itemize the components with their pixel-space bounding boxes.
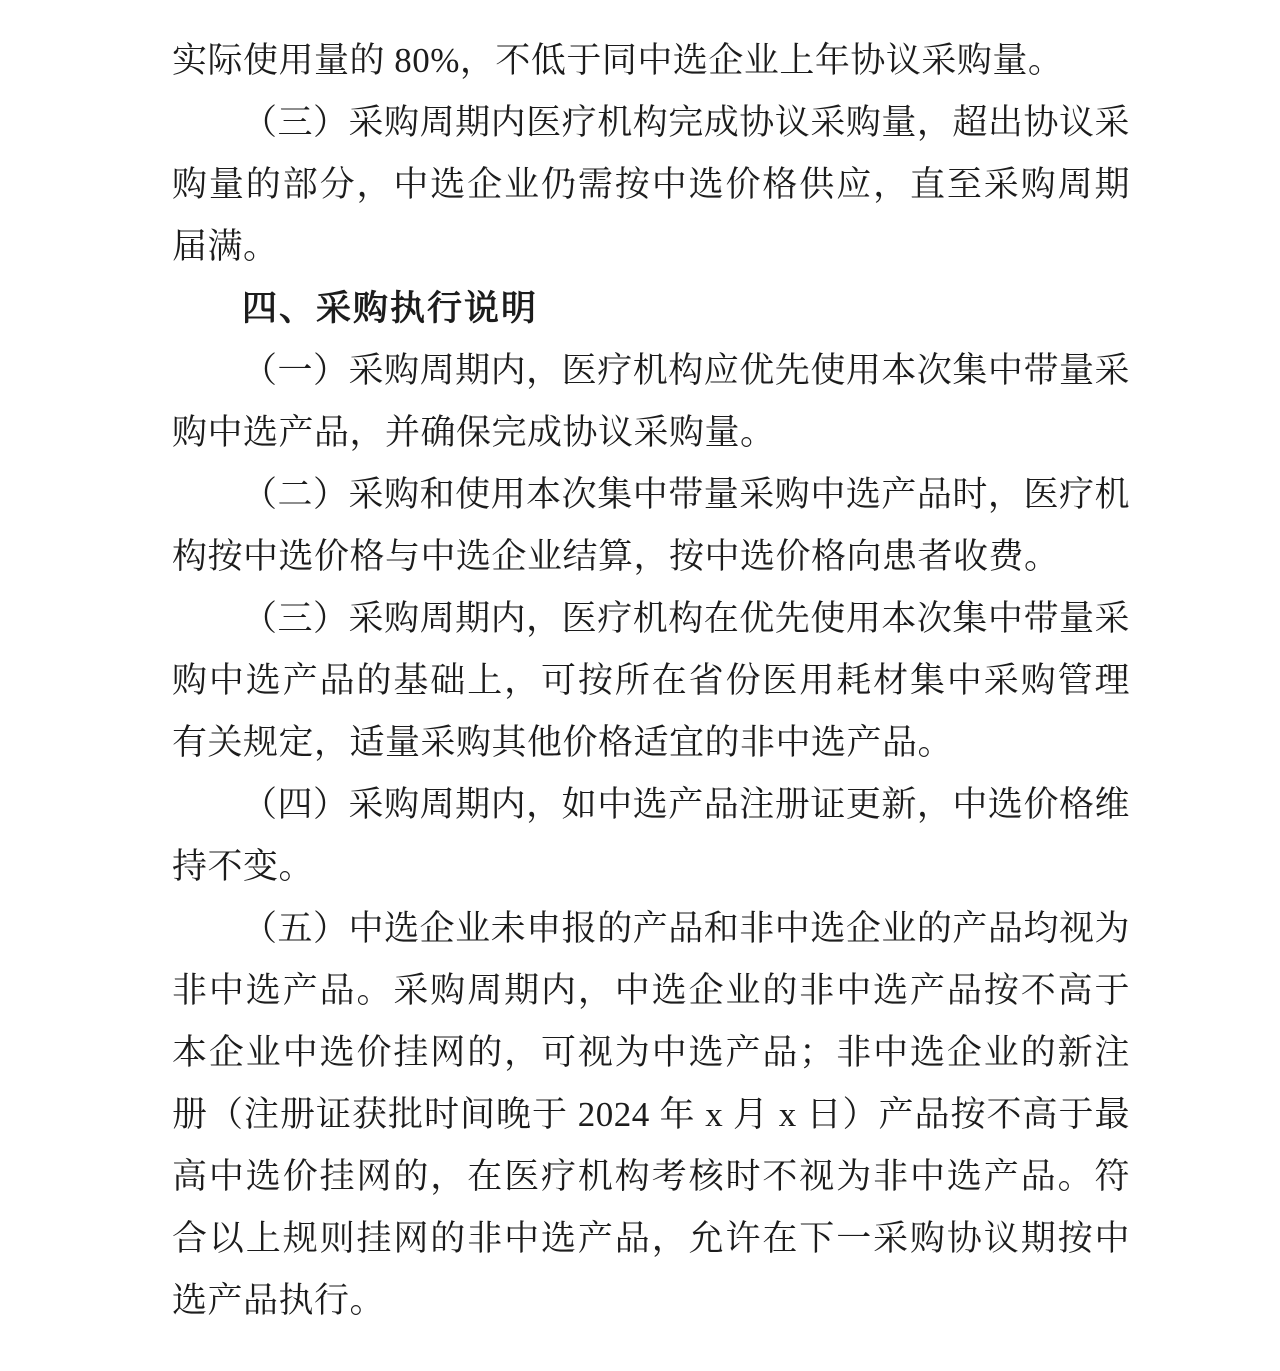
paragraph: （三）采购周期内医疗机构完成协议采购量，超出协议采购量的部分，中选企业仍需按中选价格供应，直至采购周期届满。 [172, 103, 1130, 266]
paragraph: （二）采购和使用本次集中带量采购中选产品时，医疗机构按中选价格与中选企业结算，按中选价格向患者收费。 [172, 475, 1130, 576]
paragraph: 实际使用量的 80%，不低于同中选企业上年协议采购量。 [172, 41, 1064, 80]
paragraph: （三）采购周期内，医疗机构在优先使用本次集中带量采购中选产品的基础上，可按所在省份医用耗材集中采购管理有关规定，适量采购其他价格适宜的非中选产品。 [172, 599, 1130, 762]
paragraph: （一）采购周期内，医疗机构应优先使用本次集中带量采购中选产品，并确保完成协议采购量。 [172, 351, 1130, 452]
document-text-block [172, 30, 1130, 1332]
paragraph: （五）中选企业未申报的产品和非中选企业的产品均视为非中选产品。采购周期内，中选企业的非中选产品按不高于本企业中选价挂网的，可视为中选产品；非中选企业的新注册（注册证获批时间晚于 2024 年 x 月 x 日）产品按不高于最高中选价挂网的，在医疗机构考核时不视为非中选产品。符合以上规则挂网的非中选产品，允许在下一采购协议期按中选产品执行。 [172, 909, 1130, 1320]
paragraph: （四）采购周期内，如中选产品注册证更新，中选价格维持不变。 [172, 785, 1130, 886]
section-heading: 四、采购执行说明 [242, 289, 539, 328]
